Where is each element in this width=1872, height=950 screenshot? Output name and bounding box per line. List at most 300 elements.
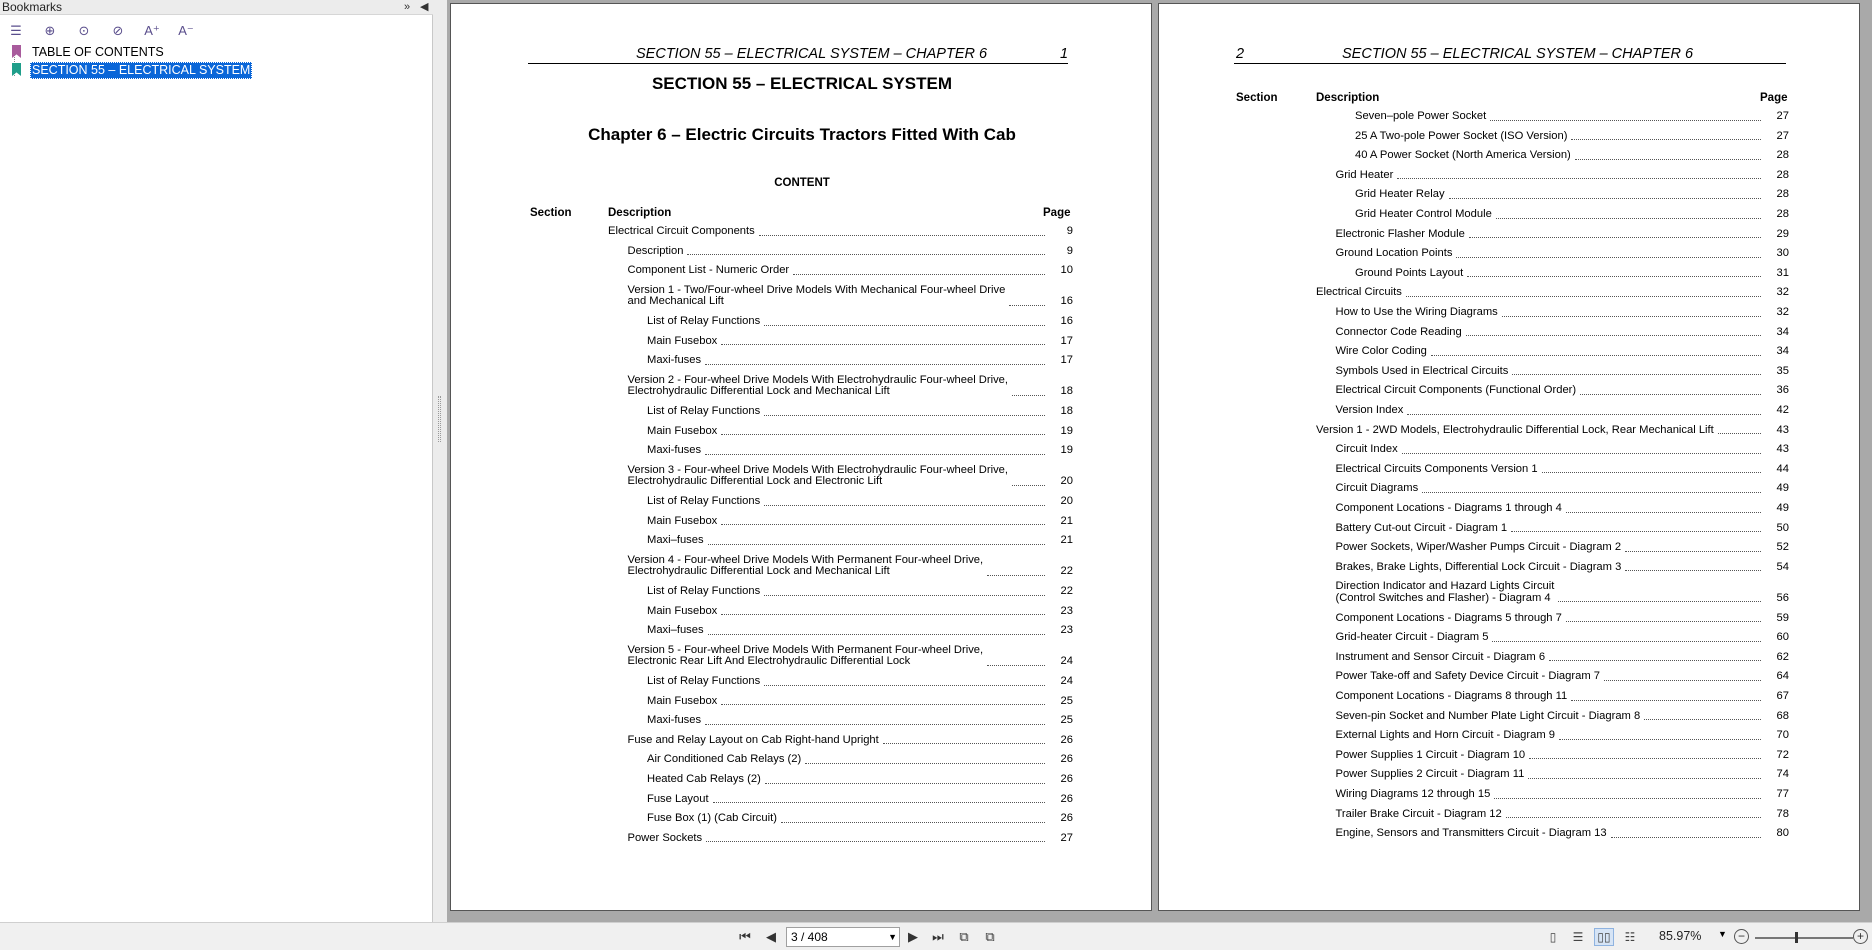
toc-entry-page: 26 [1060,753,1073,766]
toc-entry-title: Electronic Flasher Module [1336,229,1469,241]
bookmark-icon [8,45,22,60]
toc-entry-page: 72 [1776,748,1789,761]
toc-entry[interactable] [1336,730,1790,742]
toc-entry-page: 26 [1060,773,1073,785]
zoom-out-icon[interactable]: − [1734,929,1749,944]
toc-entry[interactable] [647,355,1073,367]
toc-entry[interactable] [628,735,1074,747]
col-description-header: Description [1316,92,1380,104]
toc-entry[interactable] [1336,632,1790,644]
toc-leader-dots [1422,492,1761,493]
toc-entry-page: 43 [1776,423,1789,436]
toc-entry[interactable] [1336,307,1790,319]
toc-entry-title: Connector Code Reading [1336,327,1466,339]
options-icon[interactable]: ☰ [10,23,22,38]
toc-entry-title: Engine, Sensors and Transmitters Circuit - Diagram 13 [1336,828,1611,840]
toc-entry[interactable] [1336,444,1790,456]
toc-entry[interactable] [1336,809,1790,821]
toc-entry-title: Version 4 - Four-wheel Drive Models With Permanent Four-wheel Drive, Electrohydraulic Differential Lock and Mechanical Lift [628,555,988,578]
chapter-title: Chapter 6 – Electric Circuits Tractors Fitted With Cab [588,125,1016,144]
next-view-icon[interactable]: ⧉ [985,929,995,944]
toc-entry-title: 40 A Power Socket (North America Version) [1355,150,1575,162]
toc-leader-dots [987,575,1045,576]
toc-leader-dots [1558,601,1761,602]
toc-entry-title: List of Relay Functions [647,496,764,508]
toc-entry-title: Instrument and Sensor Circuit - Diagram 6 [1336,652,1550,664]
toc-leader-dots [1402,453,1761,454]
toc-entry-page: 80 [1776,827,1789,840]
toc-entry[interactable] [647,813,1073,825]
toc-entry[interactable] [647,535,1073,547]
bookmark-find-icon[interactable]: ⊘ [112,23,124,38]
toc-entry[interactable] [1336,769,1790,781]
next-page-icon[interactable]: ▶ [908,929,918,944]
toc-leader-dots [1512,374,1761,375]
toc-entry[interactable] [1355,131,1789,143]
toc-entry-title: Maxi–fuses [647,535,708,547]
toc-entry-page: 16 [1060,315,1073,327]
bookmark-add-icon[interactable]: ⊕ [44,23,56,38]
toc-leader-dots [765,783,1045,784]
previous-page-icon[interactable]: ◀ [766,929,776,944]
toc-entry-title: Seven-pin Socket and Number Plate Light Circuit - Diagram 8 [1336,711,1645,723]
toc-entry-page: 9 [1066,244,1073,257]
toc-entry-page: 59 [1776,611,1789,624]
bookmarks-panel [0,0,433,922]
toc-entry-page: 27 [1060,831,1073,844]
toc-entry[interactable] [647,426,1073,438]
toc-entry-page: 25 [1060,714,1073,727]
toc-leader-dots [1575,159,1761,160]
section-title: SECTION 55 – ELECTRICAL SYSTEM [651,74,953,93]
toc-leader-dots [1625,551,1761,552]
toc-entry-page: 10 [1060,264,1073,277]
panel-splitter[interactable] [433,0,447,922]
toc-leader-dots [1559,739,1761,740]
toc-entry-title: Grid Heater Control Module [1355,209,1496,221]
toc-list-right [1159,4,1861,904]
triangle-left-icon[interactable]: ◀ [420,1,429,13]
toc-entry-page: 9 [1066,225,1073,237]
toc-entry-page: 29 [1776,227,1789,240]
toc-entry-page: 19 [1060,424,1073,437]
toc-leader-dots [721,524,1045,525]
toc-entry-title: List of Relay Functions [647,406,764,418]
bookmark-expand-icon[interactable]: ⊙ [78,23,90,38]
toc-leader-dots [1571,139,1761,140]
toc-entry-title: Electrical Circuits [1316,287,1406,299]
toc-entry-title: Power Take-off and Safety Device Circuit - Diagram 7 [1336,671,1604,683]
toc-entry-page: 60 [1776,631,1789,644]
toc-entry-page: 26 [1060,812,1073,825]
toc-entry[interactable] [1336,170,1790,182]
toc-leader-dots [1407,414,1761,415]
toc-entry-title: Electrical Circuits Components Version 1 [1336,464,1542,476]
toc-entry[interactable] [1336,691,1790,703]
toc-entry-title: Brakes, Brake Lights, Differential Lock Circuit - Diagram 3 [1336,562,1626,574]
toc-entry-title: Maxi-fuses [647,355,705,367]
toc-entry-title: List of Relay Functions [647,316,764,328]
toc-entry-title: Fuse Box (1) (Cab Circuit) [647,813,781,825]
toc-entry-title: Version 2 - Four-wheel Drive Models With Electrohydraulic Four-wheel Drive, Electrohydraulic Differential Lock and Mechanical Lift [628,375,1013,398]
toc-entry-page: 35 [1776,364,1789,377]
toc-entry[interactable] [608,226,1073,238]
toc-entry-title: Main Fusebox [647,606,721,618]
toc-entry[interactable] [1336,581,1790,604]
toc-leader-dots [805,763,1045,764]
toc-entry[interactable] [1336,483,1790,495]
toc-entry-page: 27 [1776,129,1789,142]
toc-leader-dots [687,254,1045,255]
toc-leader-dots [1571,700,1761,701]
header-page-number: 1 [1060,46,1069,62]
toc-entry-page: 49 [1776,482,1789,495]
toc-leader-dots [1625,570,1761,571]
bookmark-label: TABLE OF CONTENTS [32,45,164,59]
toc-entry-page: 64 [1776,670,1789,683]
toc-entry-page: 24 [1060,675,1073,687]
toc-entry-title: Circuit Diagrams [1336,483,1423,495]
toc-entry-page: 42 [1776,404,1789,416]
toc-entry-page: 24 [1060,655,1073,668]
toc-entry-page: 21 [1060,514,1073,527]
toc-entry[interactable] [1336,750,1790,762]
toc-entry-title: Fuse and Relay Layout on Cab Right-hand Upright [628,735,883,747]
toc-entry[interactable] [1316,287,1789,299]
toc-entry[interactable] [1355,150,1789,162]
toc-entry-page: 26 [1060,792,1073,805]
toc-entry[interactable] [647,625,1073,637]
toc-leader-dots [1644,719,1761,720]
toc-entry[interactable] [628,246,1074,258]
toc-entry-title: 25 A Two-pole Power Socket (ISO Version) [1355,131,1571,143]
toc-leader-dots [764,325,1045,326]
toc-entry-title: Wire Color Coding [1336,346,1431,358]
toc-entry[interactable] [1316,425,1789,437]
zoom-dropdown-icon[interactable]: ▼ [1718,929,1727,939]
chevron-down-icon[interactable]: ▼ [888,932,897,942]
toc-entry-title: Grid Heater Relay [1355,189,1449,201]
toc-entry[interactable] [1336,828,1790,840]
toc-entry[interactable] [1336,248,1790,260]
toc-leader-dots [1431,355,1761,356]
continuous-view-icon[interactable]: ☰ [1572,930,1584,944]
toc-entry-title: Power Sockets, Wiper/Washer Pumps Circuit - Diagram 2 [1336,542,1626,554]
toc-entry-title: Component Locations - Diagrams 5 through 7 [1336,613,1566,625]
toc-entry-page: 49 [1776,502,1789,514]
toc-entry[interactable] [1336,503,1790,515]
toc-leader-dots [1542,472,1761,473]
toc-entry[interactable] [647,754,1073,766]
toc-entry[interactable] [1336,542,1790,554]
toc-leader-dots [1511,531,1761,532]
toc-entry-title: Maxi-fuses [647,715,705,727]
toc-entry[interactable] [647,676,1073,688]
toc-entry[interactable] [1336,405,1790,417]
col-page-header: Page [1043,207,1071,219]
toc-entry-page: 26 [1060,733,1073,746]
toc-entry[interactable] [628,265,1074,277]
font-smaller-icon[interactable]: A⁻ [178,23,194,38]
toc-entry[interactable] [1336,523,1790,535]
toc-entry-title: List of Relay Functions [647,586,764,598]
toc-entry-title: Component Locations - Diagrams 8 through 11 [1336,691,1572,703]
toc-leader-dots [1012,395,1045,396]
toc-entry-page: 19 [1060,444,1073,457]
toc-entry[interactable] [647,794,1073,806]
previous-view-icon[interactable]: ⧉ [959,929,969,944]
toc-entry[interactable] [628,833,1074,845]
toc-leader-dots [1469,237,1761,238]
toc-entry-page: 34 [1776,325,1789,338]
toc-leader-dots [1506,817,1761,818]
toc-entry[interactable] [1336,671,1790,683]
toc-entry-title: Main Fusebox [647,696,721,708]
toc-entry[interactable] [1355,111,1789,123]
toc-entry-title: Version 5 - Four-wheel Drive Models With Permanent Four-wheel Drive, Electronic Rear Lift And Electrohydraulic Differential Lock [628,645,988,668]
toc-entry[interactable] [647,774,1073,786]
toc-entry-title: Seven–pole Power Socket [1355,111,1490,123]
toc-leader-dots [1718,433,1761,434]
toc-leader-dots [1397,178,1761,179]
bookmark-icon [8,63,22,78]
zoom-in-icon[interactable]: + [1853,929,1868,944]
toc-entry[interactable] [1336,327,1790,339]
content-title: CONTENT [774,177,830,189]
toc-entry-page: 31 [1776,266,1789,279]
toc-entry-title: Component List - Numeric Order [628,265,794,277]
toc-leader-dots [713,802,1045,803]
toc-entry[interactable] [647,586,1073,598]
toc-entry-page: 18 [1060,405,1073,417]
font-larger-icon[interactable]: A⁺ [144,23,160,38]
toc-entry-page: 78 [1776,807,1789,820]
header-title: SECTION 55 – ELECTRICAL SYSTEM – CHAPTER 6 [636,46,988,62]
zoom-slider-thumb[interactable] [1795,932,1798,943]
toc-entry-page: 18 [1060,385,1073,398]
toc-entry-page: 25 [1060,694,1073,707]
toc-leader-dots [1466,335,1761,336]
toc-leader-dots [764,415,1045,416]
toc-entry-title: Heated Cab Relays (2) [647,774,765,786]
toc-leader-dots [1528,778,1761,779]
zoom-slider[interactable] [1755,937,1853,939]
toc-leader-dots [1456,257,1761,258]
toc-leader-dots [1494,798,1761,799]
toc-entry[interactable] [1336,562,1790,574]
toc-entry-page: 50 [1776,521,1789,534]
toc-entry-title: Symbols Used in Electrical Circuits [1336,366,1513,378]
toc-entry[interactable] [628,375,1074,398]
toc-entry-page: 54 [1776,560,1789,573]
toc-entry-page: 22 [1060,585,1073,597]
toc-entry-page: 70 [1776,729,1789,742]
toc-entry-title: Main Fusebox [647,426,721,438]
toc-leader-dots [1406,296,1761,297]
continuous-facing-view-icon[interactable]: ☷ [1624,930,1636,944]
page-right [1158,3,1860,911]
toc-leader-dots [708,544,1045,545]
toc-leader-dots [1604,680,1761,681]
toc-leader-dots [1566,621,1761,622]
toc-entry-page: 20 [1060,495,1073,507]
toc-entry-title: Trailer Brake Circuit - Diagram 12 [1336,809,1506,821]
toc-entry-page: 30 [1776,247,1789,260]
toc-entry[interactable] [647,516,1073,528]
toc-leader-dots [1549,660,1761,661]
toc-entry-page: 36 [1776,384,1789,397]
toc-entry-title: Power Sockets [628,833,707,845]
toc-entry-page: 43 [1776,443,1789,456]
toc-leader-dots [1496,218,1761,219]
toc-entry-page: 32 [1776,306,1789,318]
bookmarks-title: Bookmarks [2,0,63,14]
toc-entry-title: Component Locations - Diagrams 1 through 4 [1336,503,1566,515]
toc-leader-dots [759,235,1045,236]
toc-leader-dots [705,724,1045,725]
toc-entry-title: Version 1 - 2WD Models, Electrohydraulic Differential Lock, Rear Mechanical Lift [1316,425,1718,437]
toc-list-left [451,4,1153,904]
col-section-header: Section [1236,92,1278,104]
toc-entry[interactable] [1336,789,1790,801]
toc-entry-page: 23 [1060,624,1073,637]
toc-entry[interactable] [1336,346,1790,358]
toc-leader-dots [708,634,1045,635]
toc-entry-title: How to Use the Wiring Diagrams [1336,307,1502,319]
col-page-header: Page [1760,92,1788,104]
toc-entry-title: External Lights and Horn Circuit - Diagram 9 [1336,730,1560,742]
toc-entry-page: 23 [1060,604,1073,617]
toc-entry-title: Power Supplies 1 Circuit - Diagram 10 [1336,750,1530,762]
toc-entry-page: 34 [1776,345,1789,358]
bookmark-item-toc[interactable] [8,44,166,61]
toc-entry[interactable] [1355,189,1789,201]
toc-entry-page: 28 [1776,149,1789,162]
toc-leader-dots [721,614,1045,615]
toc-entry[interactable] [647,336,1073,348]
toc-entry-page: 67 [1776,690,1789,702]
toc-entry[interactable] [628,645,1074,668]
toc-entry-page: 77 [1776,788,1789,800]
toc-entry[interactable] [647,406,1073,418]
toc-leader-dots [1490,120,1761,121]
toc-leader-dots [1529,758,1761,759]
toc-entry[interactable] [647,445,1073,457]
page-number-value: 3 / 408 [791,930,828,944]
toc-entry-page: 17 [1060,354,1073,367]
toc-entry-title: Grid-heater Circuit - Diagram 5 [1336,632,1493,644]
toc-entry-page: 17 [1060,334,1073,347]
toc-entry-page: 56 [1776,591,1789,604]
toc-entry-title: Grid Heater [1336,170,1398,182]
toc-entry-title: Version Index [1336,405,1408,417]
bookmark-item-section-55[interactable] [8,62,252,79]
toc-entry-title: Direction Indicator and Hazard Lights Circuit (Control Switches and Flasher) - Diagram 4 [1336,581,1559,604]
toc-entry-title: Main Fusebox [647,336,721,348]
toc-entry[interactable] [1336,613,1790,625]
toc-leader-dots [1492,641,1761,642]
facing-view-icon[interactable]: ▯▯ [1594,928,1614,946]
bookmarks-toolbar [4,20,198,42]
page-number-input[interactable] [786,927,900,947]
toc-leader-dots [705,364,1045,365]
toc-entry[interactable] [628,285,1074,308]
toc-entry-title: Description [628,246,688,258]
toc-entry[interactable] [1336,229,1790,241]
first-page-icon[interactable]: ⏮ [739,929,751,944]
status-bar [0,922,1872,950]
splitter-grip[interactable] [438,396,441,442]
toc-entry[interactable] [647,696,1073,708]
toc-leader-dots [721,704,1045,705]
toc-entry-title: Battery Cut-out Circuit - Diagram 1 [1336,523,1512,535]
toc-entry-title: Ground Location Points [1336,248,1457,260]
toc-entry-page: 28 [1776,168,1789,181]
document-view[interactable] [447,0,1872,922]
toc-entry-page: 28 [1776,188,1789,201]
toc-entry-page: 27 [1776,110,1789,122]
toc-leader-dots [781,822,1045,823]
toc-entry-page: 21 [1060,534,1073,547]
last-page-icon[interactable]: ⏭ [932,929,944,944]
toc-leader-dots [705,454,1045,455]
toc-entry[interactable] [1355,209,1789,221]
toc-entry[interactable] [1336,711,1790,723]
toc-leader-dots [1449,198,1761,199]
toc-entry-title: Version 1 - Two/Four-wheel Drive Models With Mechanical Four-wheel Drive and Mechanical Lift [628,285,1010,308]
toc-entry[interactable] [1336,464,1790,476]
toc-leader-dots [1009,305,1045,306]
col-description-header: Description [608,207,672,219]
toc-leader-dots [764,685,1045,686]
toc-entry-title: Maxi-fuses [647,445,705,457]
header-title: SECTION 55 – ELECTRICAL SYSTEM – CHAPTER 6 [1342,46,1694,62]
toc-entry-page: 22 [1060,565,1073,578]
toc-entry-title: Electrical Circuit Components (Functional Order) [1336,385,1581,397]
toc-leader-dots [883,743,1045,744]
toc-leader-dots [793,274,1045,275]
toc-entry[interactable] [628,555,1074,578]
zoom-value[interactable]: 85.97% [1659,929,1702,943]
toc-entry[interactable] [1336,385,1790,397]
toc-entry-page: 74 [1776,768,1789,781]
toc-entry[interactable] [1336,366,1790,378]
toc-entry-page: 44 [1776,462,1789,475]
toc-entry-title: Circuit Index [1336,444,1402,456]
toc-leader-dots [1502,316,1761,317]
toc-entry[interactable] [647,606,1073,618]
single-page-view-icon[interactable]: ▯ [1549,930,1557,944]
toc-entry-page: 52 [1776,541,1789,554]
toc-entry[interactable] [1336,652,1790,664]
toc-entry-title: List of Relay Functions [647,676,764,688]
toc-entry[interactable] [628,465,1074,488]
toc-leader-dots [1580,394,1761,395]
toc-entry-page: 32 [1776,286,1789,299]
toc-entry-title: Maxi–fuses [647,625,708,637]
toc-leader-dots [764,505,1045,506]
toc-entry[interactable] [1355,268,1789,280]
toc-entry[interactable] [647,316,1073,328]
toc-entry[interactable] [647,496,1073,508]
toc-entry-page: 20 [1060,475,1073,488]
toc-entry[interactable] [647,715,1073,727]
toc-entry-page: 68 [1776,709,1789,722]
toc-leader-dots [1467,276,1761,277]
double-chevron-right-icon[interactable]: » [404,1,411,13]
toc-entry-title: Air Conditioned Cab Relays (2) [647,754,805,766]
toc-leader-dots [1012,485,1045,486]
